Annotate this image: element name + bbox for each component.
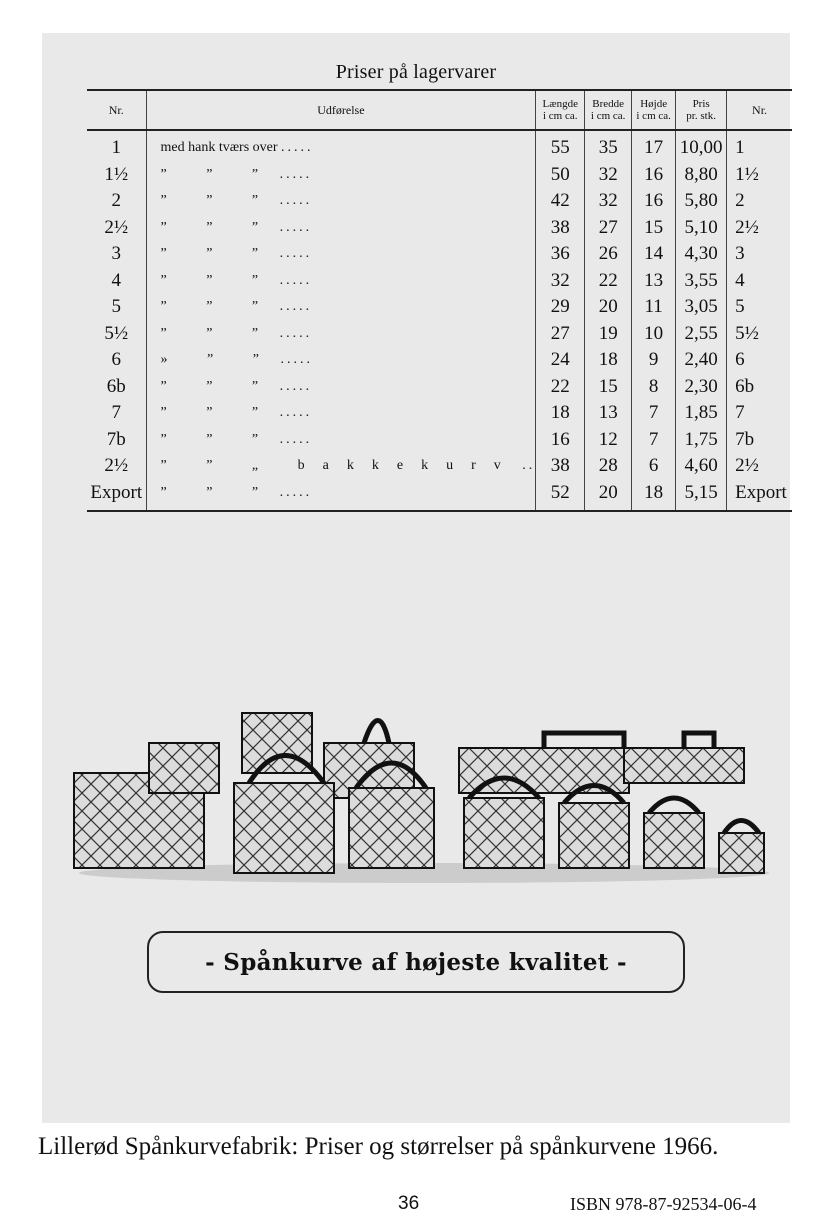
- row-nr: 7: [87, 400, 146, 427]
- row-description: ” ” ” .....: [146, 321, 536, 348]
- row-laengde: 32: [536, 268, 585, 295]
- row-nr-right: 4: [735, 269, 745, 291]
- row-description: ” ” ” .....: [146, 215, 536, 242]
- row-pris: 2,40: [676, 347, 727, 374]
- row-pris: 8,80: [676, 162, 727, 189]
- row-pris: 10,00: [676, 130, 727, 162]
- row-bredde: 22: [585, 268, 632, 295]
- row-nr: 4: [87, 268, 146, 295]
- row-hojde: 8: [632, 374, 676, 401]
- row-laengde: 55: [536, 130, 585, 162]
- row-laengde: 18: [536, 400, 585, 427]
- row-pris: 5,80: [676, 188, 727, 215]
- row-laengde: 38: [536, 215, 585, 242]
- row-nr: Export: [87, 480, 146, 512]
- row-nr-right: 6: [735, 349, 745, 371]
- row-hojde: 9: [632, 347, 676, 374]
- row-laengde: 42: [536, 188, 585, 215]
- row-nr: 1: [87, 130, 146, 162]
- row-nr-right: 7b: [735, 428, 755, 450]
- row-bredde: 19: [585, 321, 632, 348]
- row-nr: 6b: [87, 374, 146, 401]
- row-nr-right: 2: [735, 190, 745, 212]
- row-bredde: 28: [585, 453, 632, 480]
- row-description: ” ” ” .....: [146, 294, 536, 321]
- row-description: med hank tværs over .....: [146, 130, 536, 162]
- row-hojde: 6: [632, 453, 676, 480]
- row-pris: 1,75: [676, 427, 727, 454]
- row-nr-right: 3: [735, 243, 745, 265]
- row-description: ” ” ” .....: [146, 400, 536, 427]
- row-nr: 2½: [87, 453, 146, 480]
- row-nr-right: 5: [735, 296, 745, 318]
- table-row: [87, 188, 792, 215]
- row-bredde: 15: [585, 374, 632, 401]
- header-pris: Pris pr. stk.: [676, 90, 727, 130]
- header-bredde: Bredde i cm ca.: [585, 90, 632, 130]
- isbn: ISBN 978-87-92534-06-4: [570, 1194, 757, 1214]
- row-bredde: 20: [585, 480, 632, 512]
- row-bredde: 20: [585, 294, 632, 321]
- row-pris: 5,15: [676, 480, 727, 512]
- header-nr-right: Nr.: [727, 90, 792, 130]
- row-description: ” ” ” .....: [146, 427, 536, 454]
- table-row: [87, 374, 792, 401]
- row-nr-right: 6b: [735, 375, 755, 397]
- page-number: 36: [398, 1193, 420, 1214]
- row-bredde: 32: [585, 188, 632, 215]
- row-description: ” ” „ bakkekurv ..: [146, 453, 536, 480]
- row-hojde: 7: [632, 427, 676, 454]
- table-row: [87, 268, 792, 295]
- row-description: ” ” ” .....: [146, 188, 536, 215]
- row-nr: 2: [87, 188, 146, 215]
- baskets-illustration: [64, 703, 769, 883]
- row-bredde: 26: [585, 241, 632, 268]
- row-pris: 2,55: [676, 321, 727, 348]
- row-hojde: 16: [632, 162, 676, 189]
- row-hojde: 11: [632, 294, 676, 321]
- row-nr-right: 1½: [735, 163, 759, 185]
- row-nr: 5: [87, 294, 146, 321]
- table-row: [87, 453, 792, 480]
- row-laengde: 29: [536, 294, 585, 321]
- table-row: [87, 294, 792, 321]
- row-laengde: 38: [536, 453, 585, 480]
- row-hojde: 16: [632, 188, 676, 215]
- row-pris: 3,05: [676, 294, 727, 321]
- slogan-banner: - Spånkurve af højeste kvalitet -: [147, 931, 685, 993]
- row-nr-right: Export: [727, 480, 792, 512]
- row-pris: 2,30: [676, 374, 727, 401]
- row-hojde: 13: [632, 268, 676, 295]
- row-nr: 1½: [87, 162, 146, 189]
- row-hojde: 15: [632, 215, 676, 242]
- table-body: [87, 130, 792, 511]
- row-hojde: 7: [632, 400, 676, 427]
- row-nr: 7b: [87, 427, 146, 454]
- row-nr: 2½: [87, 215, 146, 242]
- row-nr-right: 1: [735, 137, 745, 159]
- row-bredde: 12: [585, 427, 632, 454]
- row-nr-right: 7: [735, 402, 745, 424]
- row-hojde: 17: [632, 130, 676, 162]
- row-pris: 4,30: [676, 241, 727, 268]
- row-hojde: 18: [632, 480, 676, 512]
- row-laengde: 36: [536, 241, 585, 268]
- row-pris: 5,10: [676, 215, 727, 242]
- row-laengde: 24: [536, 347, 585, 374]
- row-bredde: 32: [585, 162, 632, 189]
- row-description: ” ” ” .....: [146, 268, 536, 295]
- row-laengde: 27: [536, 321, 585, 348]
- row-nr-right: 5½: [735, 322, 759, 344]
- row-bredde: 27: [585, 215, 632, 242]
- row-bredde: 18: [585, 347, 632, 374]
- scanned-leaflet: [42, 33, 790, 1123]
- row-description: ” ” ” .....: [146, 480, 536, 512]
- row-description: » ” ” .....: [146, 347, 536, 374]
- table-title: Priser på lagervarer: [335, 61, 497, 83]
- header-udforelse: Udførelse: [146, 90, 536, 130]
- row-pris: 4,60: [676, 453, 727, 480]
- row-laengde: 22: [536, 374, 585, 401]
- table-row: [87, 347, 792, 374]
- row-pris: 1,85: [676, 400, 727, 427]
- row-nr: 3: [87, 241, 146, 268]
- table-row: [87, 480, 792, 512]
- header-hojde: Højde i cm ca.: [632, 90, 676, 130]
- header-nr: Nr.: [87, 90, 146, 130]
- row-description: ” ” ” .....: [146, 374, 536, 401]
- row-laengde: 50: [536, 162, 585, 189]
- row-description: ” ” ” .....: [146, 162, 536, 189]
- row-hojde: 10: [632, 321, 676, 348]
- table-row: [87, 241, 792, 268]
- table-row: [87, 215, 792, 242]
- row-bredde: 35: [585, 130, 632, 162]
- row-nr: 5½: [87, 321, 146, 348]
- row-nr-right: 2½: [735, 216, 759, 238]
- figure-caption: Lillerød Spånkurvefabrik: Priser og størrelser på spånkurvene 1966.: [38, 1133, 719, 1160]
- table-row: [87, 321, 792, 348]
- header-laengde: Længde i cm ca.: [536, 90, 585, 130]
- price-table: [87, 89, 792, 512]
- row-laengde: 16: [536, 427, 585, 454]
- row-pris: 3,55: [676, 268, 727, 295]
- table-row: [87, 400, 792, 427]
- table-row: [87, 162, 792, 189]
- row-bredde: 13: [585, 400, 632, 427]
- row-nr-right: 2½: [735, 455, 759, 477]
- table-row: [87, 130, 792, 162]
- row-description: ” ” ” .....: [146, 241, 536, 268]
- row-hojde: 14: [632, 241, 676, 268]
- table-row: [87, 427, 792, 454]
- row-laengde: 52: [536, 480, 585, 512]
- row-nr: 6: [87, 347, 146, 374]
- table-header-row: [87, 90, 792, 130]
